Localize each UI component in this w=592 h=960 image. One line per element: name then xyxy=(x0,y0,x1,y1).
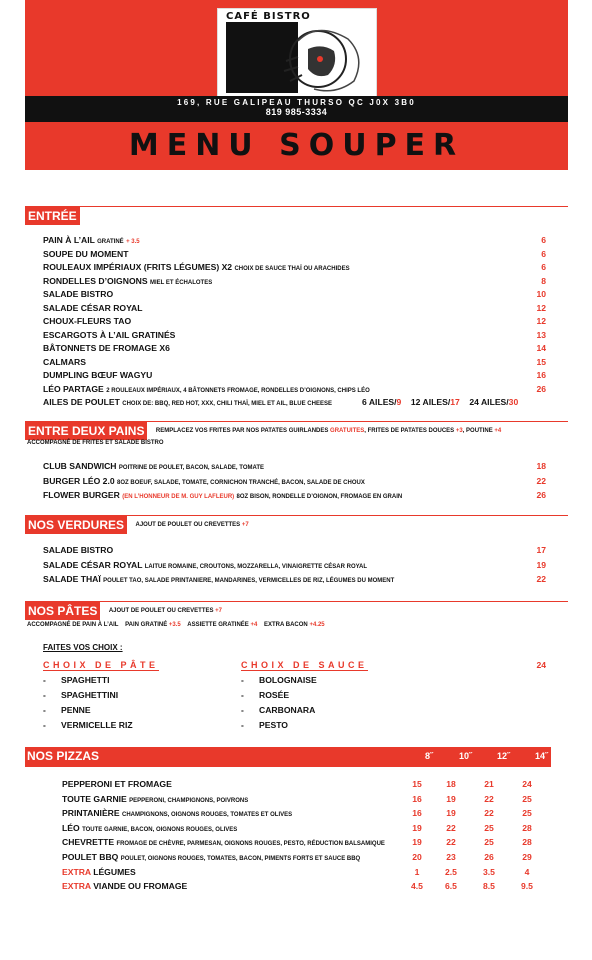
item-name: FLOWER BURGER xyxy=(43,490,120,500)
dash-bullet: - xyxy=(241,675,244,685)
note-text: AJOUT DE POULET OU CREVETTES xyxy=(108,607,214,614)
phone: 819 985-3334 xyxy=(265,107,328,117)
sub-text: EXTRA BACON xyxy=(263,622,308,628)
dash-bullet: - xyxy=(43,705,46,715)
item-name: BÂTONNETS DE FROMAGE X6 xyxy=(43,343,170,353)
dash-bullet: - xyxy=(241,705,244,715)
pizza-price: 6.5 xyxy=(445,881,457,892)
menu-item xyxy=(43,249,546,262)
item-desc: GRATINÉ xyxy=(97,239,124,245)
pizza-price: 22 xyxy=(446,822,456,833)
item-price: 12 xyxy=(536,316,546,326)
item-name: PAIN À L’AIL xyxy=(43,235,95,245)
pizza-price: 4 xyxy=(524,866,530,877)
menu-item xyxy=(43,370,546,383)
sauce-option xyxy=(241,705,368,720)
pizza-price: 19 xyxy=(446,808,456,819)
pate-header: CHOIX DE PÂTE xyxy=(43,660,159,670)
item-name: PRINTANIÈRE xyxy=(62,808,120,819)
menu-item xyxy=(43,357,546,370)
pizza-price: 19 xyxy=(412,822,422,833)
option-label: CARBONARA xyxy=(259,705,316,715)
menu-item xyxy=(43,574,546,587)
sub-red: +4 xyxy=(250,622,258,628)
menu-item xyxy=(43,560,546,573)
item-price: 6 xyxy=(541,235,546,245)
item-prefix: EXTRA xyxy=(62,866,91,877)
section-note xyxy=(156,428,501,434)
item-name: CALMARS xyxy=(43,356,86,367)
pizza-price: 29 xyxy=(522,852,532,862)
menu-item xyxy=(43,289,546,302)
item-name: ESCARGOTS À L’AIL GRATINÉS xyxy=(43,329,176,340)
sauce-option xyxy=(241,675,368,690)
section-verdures xyxy=(25,515,568,533)
item-desc: POULET TAO, SALADE PRINTANIERE, MANDARINES, VERMICELLES DE RIZ, LÉGUMES DU MOMENT xyxy=(103,578,395,584)
pate-option xyxy=(43,720,159,735)
pizza-row xyxy=(62,808,552,821)
pizza-price: 4.5 xyxy=(411,881,423,892)
menu-item xyxy=(43,461,546,474)
pizza-price: 3.5 xyxy=(483,866,495,877)
pizza-row xyxy=(62,779,552,792)
menu-item xyxy=(43,476,546,489)
pizza-price: 25 xyxy=(484,837,494,848)
ailes-12-label: 12 AILES/ xyxy=(410,397,451,407)
pizza-price: 21 xyxy=(484,779,494,789)
item-desc: 8OZ BISON, RONDELLE D’OIGNON, FROMAGE EN GRAIN xyxy=(236,494,403,500)
item-desc: 8OZ BOEUF, SALADE, TOMATE, CORNICHON TRANCHÉ, BACON, SALADE DE CHOUX xyxy=(117,479,365,486)
item-desc: TOUTE GARNIE, BACON, OIGNONS ROUGES, OLIVES xyxy=(82,826,238,833)
sub-text: ACCOMPAGNÉ DE PAIN À L’AIL xyxy=(27,622,119,628)
dash-bullet: - xyxy=(43,720,46,730)
pizza-price: 19 xyxy=(412,837,422,848)
menu-item xyxy=(43,384,546,397)
item-price: 6 xyxy=(541,248,546,259)
ailes-options xyxy=(362,397,518,407)
pizza-price: 22 xyxy=(484,808,494,819)
pizza-price: 25 xyxy=(522,808,532,819)
item-desc: 2 ROULEAUX IMPÉRIAUX, 4 BÂTONNETS FROMAGE, RONDELLES D’OIGNONS, CHIPS LÉO xyxy=(106,387,370,394)
note-red: +7 xyxy=(215,607,223,614)
lion-logo-icon xyxy=(278,21,370,95)
pains-sub: ACCOMPAGNÉ DE FRITES ET SALADE BISTRO xyxy=(27,440,164,446)
note-text: AJOUT DE POULET OU CREVETTES xyxy=(135,521,241,528)
size-8: 8˝ xyxy=(425,751,434,761)
pizza-price: 20 xyxy=(412,852,422,862)
menu-item xyxy=(43,235,546,248)
note-red: +3 xyxy=(455,427,463,434)
item-desc: POITRINE DE POULET, BACON, SALADE, TOMATE xyxy=(118,465,265,471)
note-red: +7 xyxy=(241,521,249,528)
note-red: GRATUITES xyxy=(330,427,365,434)
pizza-price: 24 xyxy=(522,779,532,789)
item-prefix: EXTRA xyxy=(62,881,91,892)
item-name: POULET BBQ xyxy=(62,852,119,862)
item-price: 14 xyxy=(536,343,546,353)
pizza-price: 9.5 xyxy=(521,881,533,892)
pizza-price: 25 xyxy=(522,793,532,804)
item-price: 10 xyxy=(536,289,546,299)
section-pates xyxy=(25,601,568,619)
option-label: SPAGHETTI xyxy=(61,675,110,685)
item-name: CHEVRETTE xyxy=(62,837,115,848)
item-desc: FROMAGE DE CHÈVRE, PARMESAN, OIGNONS ROUGES, PESTO, RÉDUCTION BALSAMIQUE xyxy=(116,841,385,848)
item-desc: CHOIX DE: BBQ, RED HOT, XXX, CHILI THAÏ, MIEL ET AIL, BLUE CHEESE xyxy=(122,401,332,407)
item-price: 15 xyxy=(536,356,546,367)
note-red: +4 xyxy=(494,427,502,434)
section-title: NOS VERDURES xyxy=(25,516,127,534)
menu-item xyxy=(43,545,546,558)
ailes-6-label: 6 AILES/ xyxy=(362,397,397,407)
menu-item xyxy=(43,303,546,316)
size-10: 10˝ xyxy=(459,751,473,761)
option-label: VERMICELLE RIZ xyxy=(61,720,133,730)
pizza-price: 16 xyxy=(412,808,422,819)
item-name: ROULEAUX IMPÉRIAUX (FRITS LÉGUMES) X2 xyxy=(43,262,233,272)
pizza-row xyxy=(62,852,552,865)
section-title: ENTRE DEUX PAINS xyxy=(25,422,147,440)
item-name: SALADE CÉSAR ROYAL xyxy=(43,559,143,570)
item-price: 13 xyxy=(536,329,546,340)
pizza-price: 16 xyxy=(412,793,422,804)
sauce-header: CHOIX DE SAUCE xyxy=(241,660,368,670)
item-price: 12 xyxy=(536,302,546,313)
logo xyxy=(217,8,377,98)
section-entree xyxy=(25,206,568,224)
pizza-row xyxy=(62,837,552,850)
section-title: NOS PÂTES xyxy=(25,602,100,620)
item-price: 19 xyxy=(536,559,546,570)
dash-bullet: - xyxy=(43,675,46,685)
sub-red: +4.25 xyxy=(309,622,325,628)
ailes-24-label: 24 AILES/ xyxy=(469,397,509,407)
pizza-row xyxy=(62,881,552,894)
item-name: DUMPLING BŒUF WAGYU xyxy=(43,370,153,380)
item-desc: CHOIX DE SAUCE THAÏ OU ARACHIDES xyxy=(234,266,350,272)
item-extra: + 3.5 xyxy=(126,239,140,245)
pizza-price: 15 xyxy=(412,779,422,789)
section-pains xyxy=(25,421,568,439)
pizza-row xyxy=(62,794,552,807)
pizza-price: 1 xyxy=(414,866,420,877)
pizza-row xyxy=(62,823,552,836)
pizza-price: 2.5 xyxy=(445,866,457,877)
pates-price-row xyxy=(43,660,546,673)
option-label: PENNE xyxy=(61,705,91,715)
address-bar xyxy=(25,96,568,122)
ailes-12-price: 17 xyxy=(450,397,460,407)
item-name: VIANDE OU FROMAGE xyxy=(93,881,188,892)
item-name: SALADE BISTRO xyxy=(43,289,114,299)
item-name: CHOUX-FLEURS TAO xyxy=(43,316,132,326)
item-price: 8 xyxy=(541,275,546,286)
pizza-price: 28 xyxy=(522,822,532,833)
item-desc: PEPPERONI, CHAMPIGNONS, POIVRONS xyxy=(129,797,249,804)
item-price: 24 xyxy=(536,660,546,670)
pizza-price: 25 xyxy=(484,822,494,833)
option-label: PESTO xyxy=(259,720,288,730)
pizza-price: 19 xyxy=(446,793,456,804)
item-price: 18 xyxy=(536,461,546,471)
ailes-24-price: 30 xyxy=(508,397,519,407)
pizza-price: 28 xyxy=(522,837,532,848)
sauce-option xyxy=(241,690,368,705)
item-price: 22 xyxy=(536,475,546,486)
sauce-option xyxy=(241,720,368,735)
pate-option xyxy=(43,690,159,705)
item-name: AILES DE POULET xyxy=(43,397,120,407)
section-title: ENTRÉE xyxy=(25,207,80,225)
section-note xyxy=(135,522,248,528)
pizza-price: 18 xyxy=(446,779,456,789)
option-label: SPAGHETTINI xyxy=(61,690,119,700)
item-name: SALADE THAÏ xyxy=(43,574,101,584)
note-text: , FRITES DE PATATES DOUCES xyxy=(364,427,455,434)
section-pizzas xyxy=(25,747,551,767)
pizza-price: 22 xyxy=(446,837,456,848)
dash-bullet: - xyxy=(241,690,244,700)
item-name: BURGER LÉO 2.0 xyxy=(43,475,115,486)
pizza-price: 23 xyxy=(446,852,456,862)
note-text: , POUTINE xyxy=(462,427,493,434)
note-text: REMPLACEZ VOS FRITES PAR NOS PATATES GUIRLANDES xyxy=(155,427,329,434)
item-name: LÉO xyxy=(62,822,80,833)
pizza-row xyxy=(62,867,552,880)
choose-label: FAITES VOS CHOIX : xyxy=(43,643,123,652)
section-note xyxy=(109,608,222,614)
item-price: 26 xyxy=(536,383,546,394)
pizza-price: 22 xyxy=(484,793,494,804)
sub-text: ASSIETTE GRATINÉE xyxy=(187,622,249,628)
menu-item xyxy=(43,262,546,275)
item-name: TOUTE GARNIE xyxy=(62,793,127,804)
pate-option xyxy=(43,675,159,690)
item-name: SALADE CÉSAR ROYAL xyxy=(43,302,143,313)
item-price: 22 xyxy=(536,574,546,584)
address: 169, RUE GALIPEAU THURSO QC J0X 3B0 xyxy=(177,98,416,107)
item-desc: LAITUE ROMAINE, CROUTONS, MOZZARELLA, VINAIGRETTE CÉSAR ROYAL xyxy=(144,563,368,570)
option-label: BOLOGNAISE xyxy=(259,675,317,685)
menu-item xyxy=(43,316,546,329)
sub-red: +3.5 xyxy=(168,622,181,628)
menu-title: MENU SOUPER xyxy=(128,128,465,163)
pate-option xyxy=(43,705,159,720)
item-name: SALADE BISTRO xyxy=(43,545,114,555)
item-price: 6 xyxy=(541,262,546,272)
item-desc: CHAMPIGNONS, OIGNONS ROUGES, TOMATES ET OLIVES xyxy=(122,812,293,819)
menu-item-ailes xyxy=(43,397,546,410)
size-14: 14˝ xyxy=(535,751,549,761)
item-desc: MIEL ET ÉCHALOTES xyxy=(149,279,213,286)
item-note-red: (EN L’HONNEUR DE M. GUY LAFLEUR) xyxy=(122,494,235,500)
sub-text: PAIN GRATINÉ xyxy=(125,622,168,628)
menu-item xyxy=(43,490,546,503)
item-desc: POULET, OIGNONS ROUGES, TOMATES, BACON, PIMENTS FORTS ET SAUCE BBQ xyxy=(120,856,361,862)
item-price: 26 xyxy=(536,490,546,500)
section-title: NOS PIZZAS xyxy=(27,749,100,763)
pizza-price: 26 xyxy=(484,852,494,862)
item-name: LÉO PARTAGE xyxy=(43,383,104,394)
item-name: CLUB SANDWICH xyxy=(43,461,117,471)
option-label: ROSÉE xyxy=(259,690,290,700)
item-price: 16 xyxy=(536,370,546,380)
item-name: RONDELLES D’OIGNONS xyxy=(43,275,148,286)
ailes-6-price: 9 xyxy=(396,397,402,407)
dash-bullet: - xyxy=(241,720,244,730)
item-price: 17 xyxy=(536,545,546,555)
size-12: 12˝ xyxy=(497,751,511,761)
menu-item xyxy=(43,343,546,356)
dash-bullet: - xyxy=(43,690,46,700)
logo-text: CAFÉ BISTRO xyxy=(226,11,311,22)
pates-sub xyxy=(27,622,325,628)
pizza-price: 8.5 xyxy=(483,881,495,892)
item-name: PEPPERONI ET FROMAGE xyxy=(62,779,172,789)
menu-item xyxy=(43,330,546,343)
item-name: LÉGUMES xyxy=(93,866,136,877)
menu-item xyxy=(43,276,546,289)
item-name: SOUPE DU MOMENT xyxy=(43,248,129,259)
